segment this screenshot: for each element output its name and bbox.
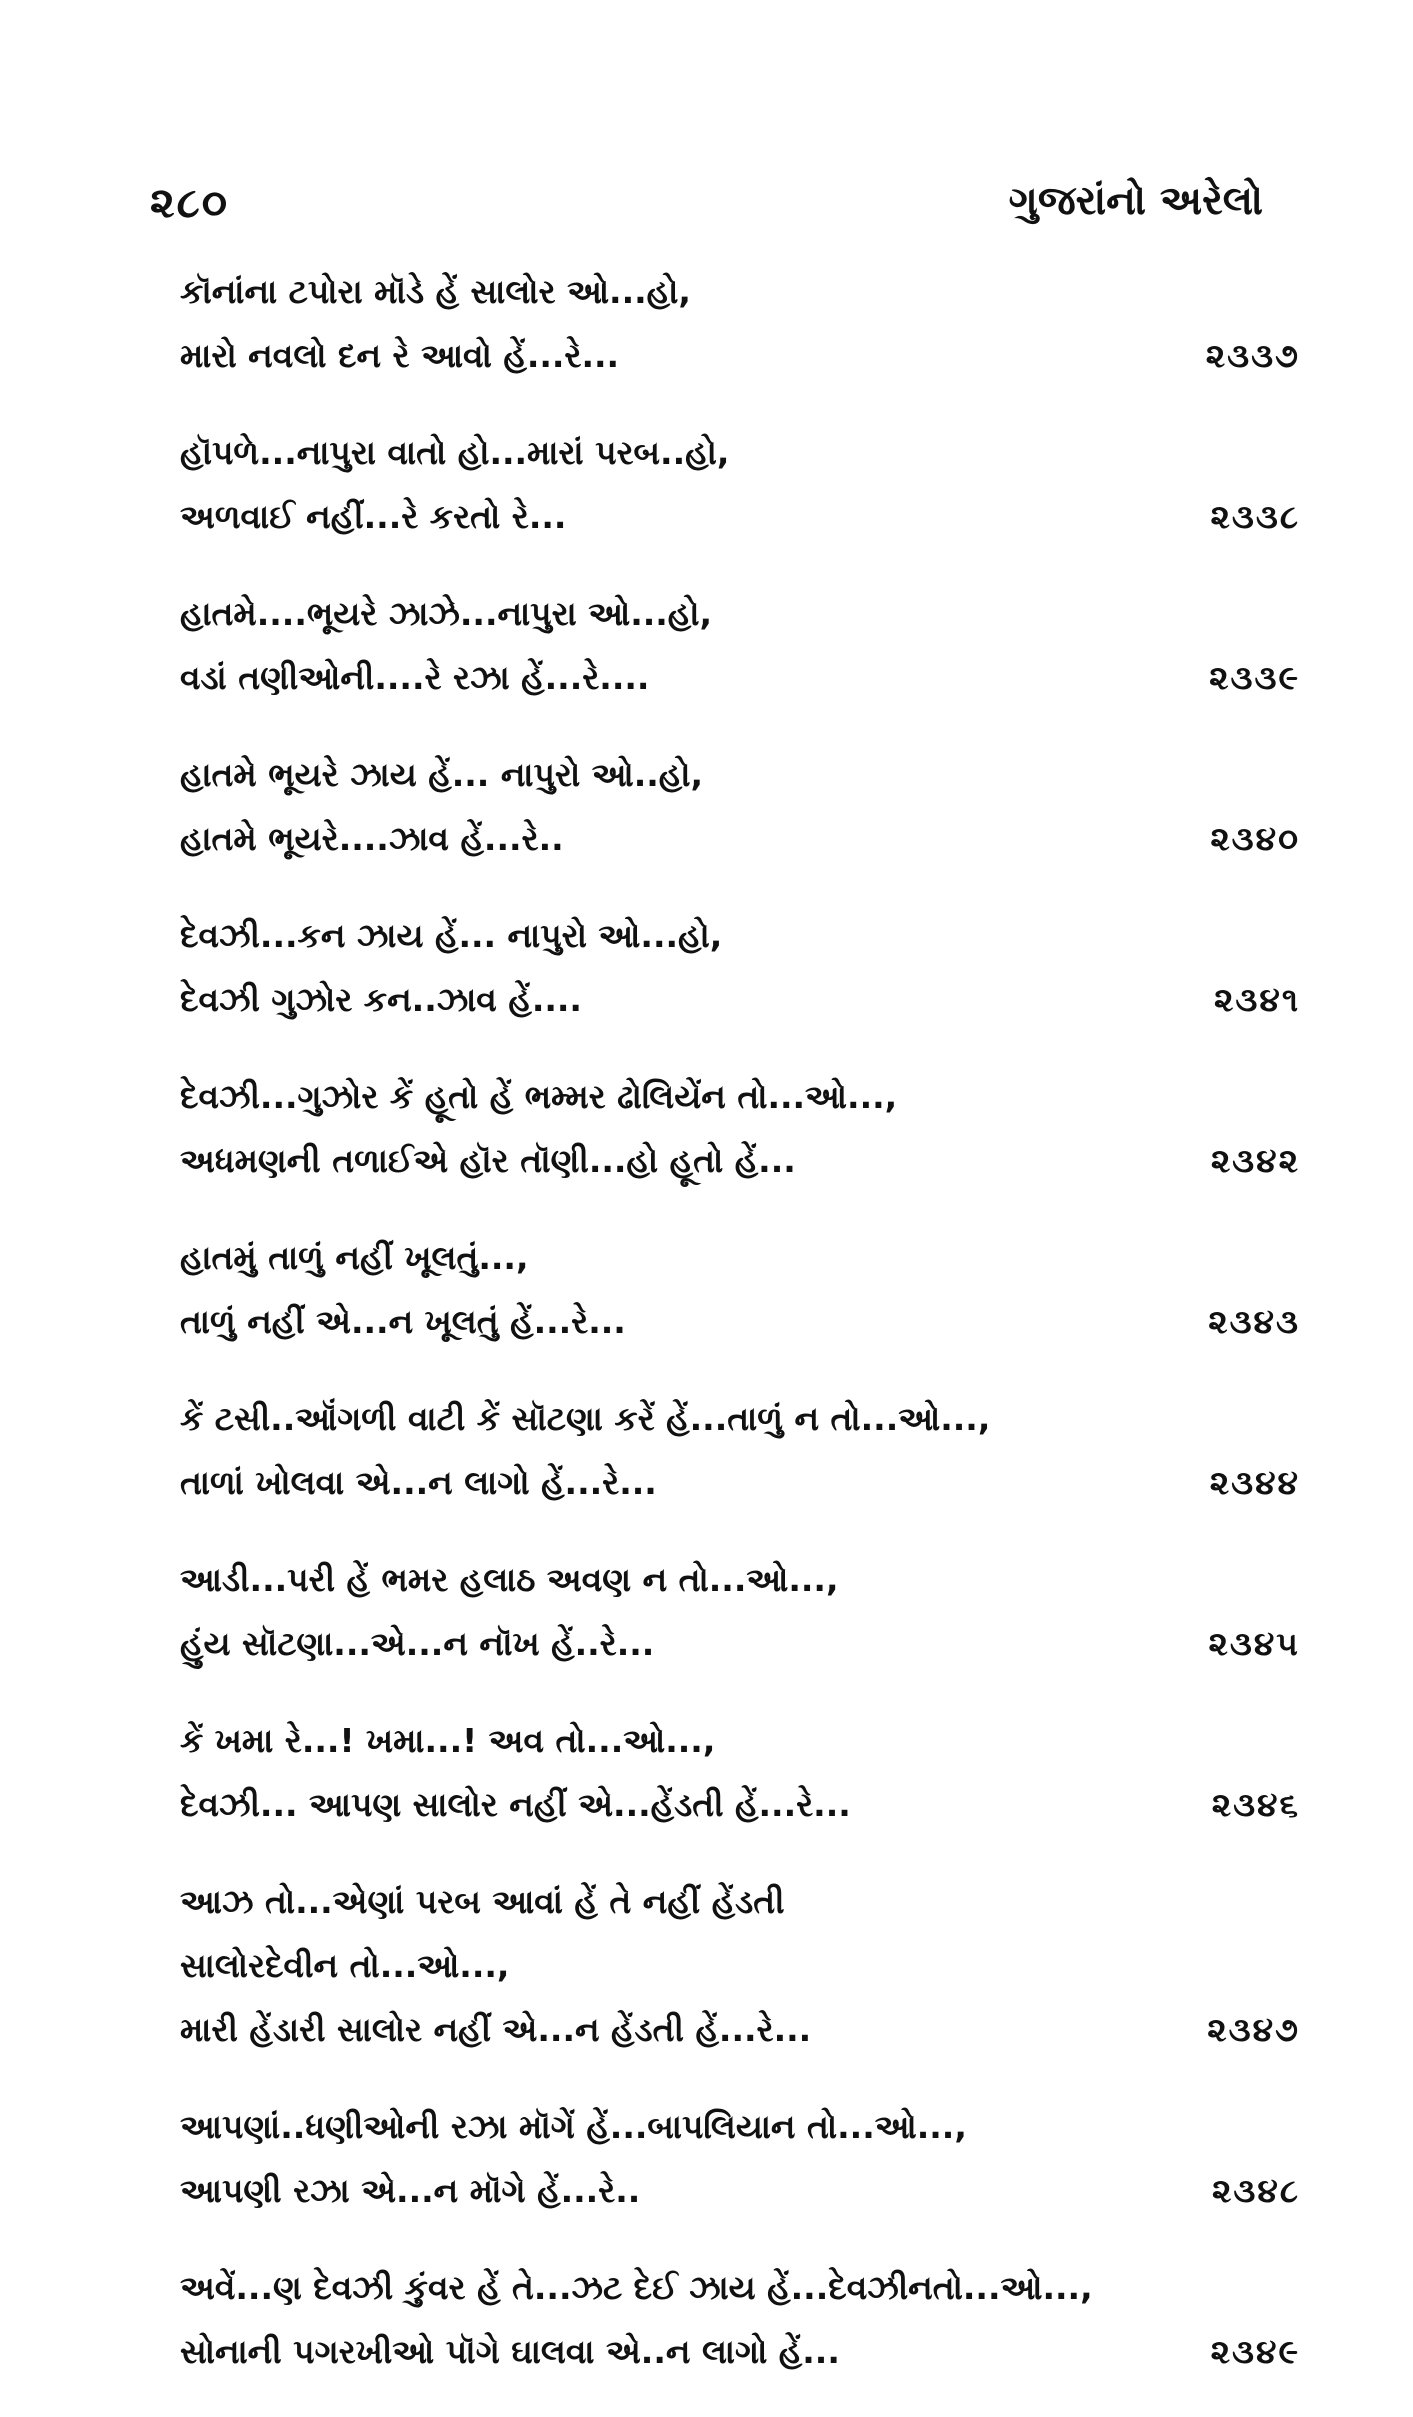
verse-line bbox=[180, 2095, 1280, 2159]
verse-stanza bbox=[180, 2256, 1300, 2384]
verse-number: ૨૩૩૮ bbox=[1210, 497, 1300, 536]
verse-line-text: હાતમે....ભૂયરે ઝાઝે...નાપુરા ઓ...હો, bbox=[180, 594, 713, 633]
verse-line-text: આપણાં..ધણીઓની રઝા મૉગેં હેં...બાપલિયાન તો...ઓ..., bbox=[180, 2107, 967, 2146]
verse-stanza bbox=[180, 582, 1300, 710]
verse-line bbox=[180, 1773, 1300, 1837]
verse-stanza bbox=[180, 1709, 1300, 1837]
verse-line-text: સાલોરદેવીન તો...ઓ..., bbox=[180, 1946, 510, 1985]
verse-line-text: હાતમે ભૂયરે....ઝાવ હેં...રે.. bbox=[180, 819, 564, 858]
verse-line-text: હૉપળે...નાપુરા વાતો હો...મારાં પરબ..હો, bbox=[180, 433, 730, 472]
verse-stanza bbox=[180, 260, 1300, 388]
verse-number: ૨૩૪૬ bbox=[1211, 1785, 1300, 1824]
verse-stanza bbox=[180, 1226, 1300, 1354]
verse-line-text: કેં ટસી..ઑંગળી વાટી કેં સૉટણા કરેં હેં...તાળું ન તો...ઓ..., bbox=[180, 1399, 991, 1438]
verse-stanza bbox=[180, 421, 1300, 549]
verse-line-text: હુંય સૉટણા...એ...ન નૉખ હેં..રે... bbox=[180, 1624, 655, 1663]
verse-line-text: હાતમું તાળું નહીં ખૂલતું..., bbox=[180, 1238, 529, 1277]
verse-stanza bbox=[180, 904, 1300, 1032]
verse-stanza bbox=[180, 1387, 1300, 1515]
verse-line bbox=[180, 1870, 1280, 1934]
verse-line bbox=[180, 485, 1300, 549]
verse-line bbox=[180, 1387, 1280, 1451]
running-title: ગુજરાંનો અરેલો bbox=[1008, 178, 1263, 224]
verse-line bbox=[180, 1065, 1280, 1129]
verse-line bbox=[180, 1226, 1280, 1290]
verse-number: ૨૩૩૯ bbox=[1209, 658, 1300, 697]
verse-stanza bbox=[180, 1870, 1300, 2062]
verse-line-text: સોનાની પગરખીઓ પૉગે ઘાલવા એ..ન લાગો હેં... bbox=[180, 2332, 840, 2371]
verse-line-text: આપણી રઝા એ...ન મૉગે હેં...રે.. bbox=[180, 2171, 641, 2210]
verse-line-text: તાળું નહીં એ...ન ખૂલતું હેં...રે... bbox=[180, 1302, 626, 1341]
verse-line-text: અવેં...ણ દેવઝી કુંવર હેં તે...ઝટ દેઈ ઝાય હેં...દેવઝીનતો...ઓ..., bbox=[180, 2268, 1093, 2307]
verse-line bbox=[180, 807, 1300, 871]
verse-line-text: દેવઝી...કન ઝાય હેં... નાપુરો ઓ...હો, bbox=[180, 916, 723, 955]
verse-line-text: આઝ તો...એણાં પરબ આવાં હેં તે નહીં હેંડતી bbox=[180, 1882, 785, 1921]
verse-line bbox=[180, 743, 1280, 807]
verse-line-text: અળવાઈ નહીં...રે કરતો રે... bbox=[180, 497, 567, 536]
verse-stanza bbox=[180, 743, 1300, 871]
verse-line bbox=[180, 582, 1280, 646]
verse-line-text: અધમણની તળાઈએ હૉર તૉણી...હો હૂતો હેં... bbox=[180, 1141, 796, 1180]
verse-line bbox=[180, 904, 1280, 968]
verse-line bbox=[180, 1548, 1280, 1612]
verse-line-text: હાતમે ભૂયરે ઝાય હેં... નાપુરો ઓ..હો, bbox=[180, 755, 704, 794]
verse-stanza bbox=[180, 1065, 1300, 1193]
verse-stanza bbox=[180, 2095, 1300, 2223]
verse-line-text: દેવઝી...ગુઝોર કેં હૂતો હેં ભમ્મર ઢોલિયેંન તો...ઓ..., bbox=[180, 1077, 898, 1116]
verse-list bbox=[180, 260, 1300, 2417]
verse-line bbox=[180, 1451, 1300, 1515]
verse-line-text: કેં ખમા રે...! ખમા...! અવ તો...ઓ..., bbox=[180, 1721, 716, 1760]
verse-line bbox=[180, 260, 1280, 324]
verse-line-text: મારો નવલો દન રે આવો હેં...રે... bbox=[180, 336, 620, 375]
verse-line bbox=[180, 1934, 1280, 1998]
verse-line-text: દેવઝી... આપણ સાલોર નહીં એ...હેંડતી હેં...રે... bbox=[180, 1785, 851, 1824]
verse-line bbox=[180, 324, 1300, 388]
verse-number: ૨૩૪૯ bbox=[1210, 2332, 1300, 2371]
verse-number: ૨૩૪૨ bbox=[1210, 1141, 1300, 1180]
verse-number: ૨૩૪૪ bbox=[1209, 1463, 1300, 1502]
verse-line-text: મારી હેંડારી સાલોર નહીં એ...ન હેંડતી હેં...રે... bbox=[180, 2010, 812, 2049]
verse-number: ૨૩૪૦ bbox=[1210, 819, 1300, 858]
verse-line-text: કૉનાંના ટપોરા મૉડે હેં સાલોર ઓ...હો, bbox=[180, 272, 691, 311]
verse-line bbox=[180, 1290, 1300, 1354]
verse-line-text: તાળાં ખોલવા એ...ન લાગો હેં...રે... bbox=[180, 1463, 657, 1502]
verse-number: ૨૩૪૮ bbox=[1212, 2171, 1300, 2210]
verse-line-text: વડાં તણીઓની....રે રઝા હેં...રે.... bbox=[180, 658, 650, 697]
verse-line bbox=[180, 1709, 1280, 1773]
verse-number: ૨૩૩૭ bbox=[1205, 336, 1300, 375]
page-number: ૨૮૦ bbox=[150, 178, 230, 227]
verse-number: ૨૩૪૧ bbox=[1214, 980, 1300, 1019]
verse-line bbox=[180, 646, 1300, 710]
verse-line bbox=[180, 1129, 1300, 1193]
verse-number: ૨૩૪૩ bbox=[1208, 1302, 1300, 1341]
verse-number: ૨૩૪૫ bbox=[1208, 1624, 1300, 1663]
verse-line bbox=[180, 1998, 1300, 2062]
verse-line bbox=[180, 2320, 1300, 2384]
verse-line bbox=[180, 421, 1280, 485]
verse-line bbox=[180, 1612, 1300, 1676]
verse-line-text: દેવઝી ગુઝોર કન..ઝાવ હેં.... bbox=[180, 980, 582, 1019]
verse-number: ૨૩૪૭ bbox=[1207, 2010, 1300, 2049]
verse-line bbox=[180, 968, 1300, 1032]
verse-line-text: આડી...પરી હેં ભમર હલાઠ અવણ ન તો...ઓ..., bbox=[180, 1560, 839, 1599]
verse-line bbox=[180, 2256, 1280, 2320]
verse-line bbox=[180, 2159, 1300, 2223]
verse-stanza bbox=[180, 1548, 1300, 1676]
